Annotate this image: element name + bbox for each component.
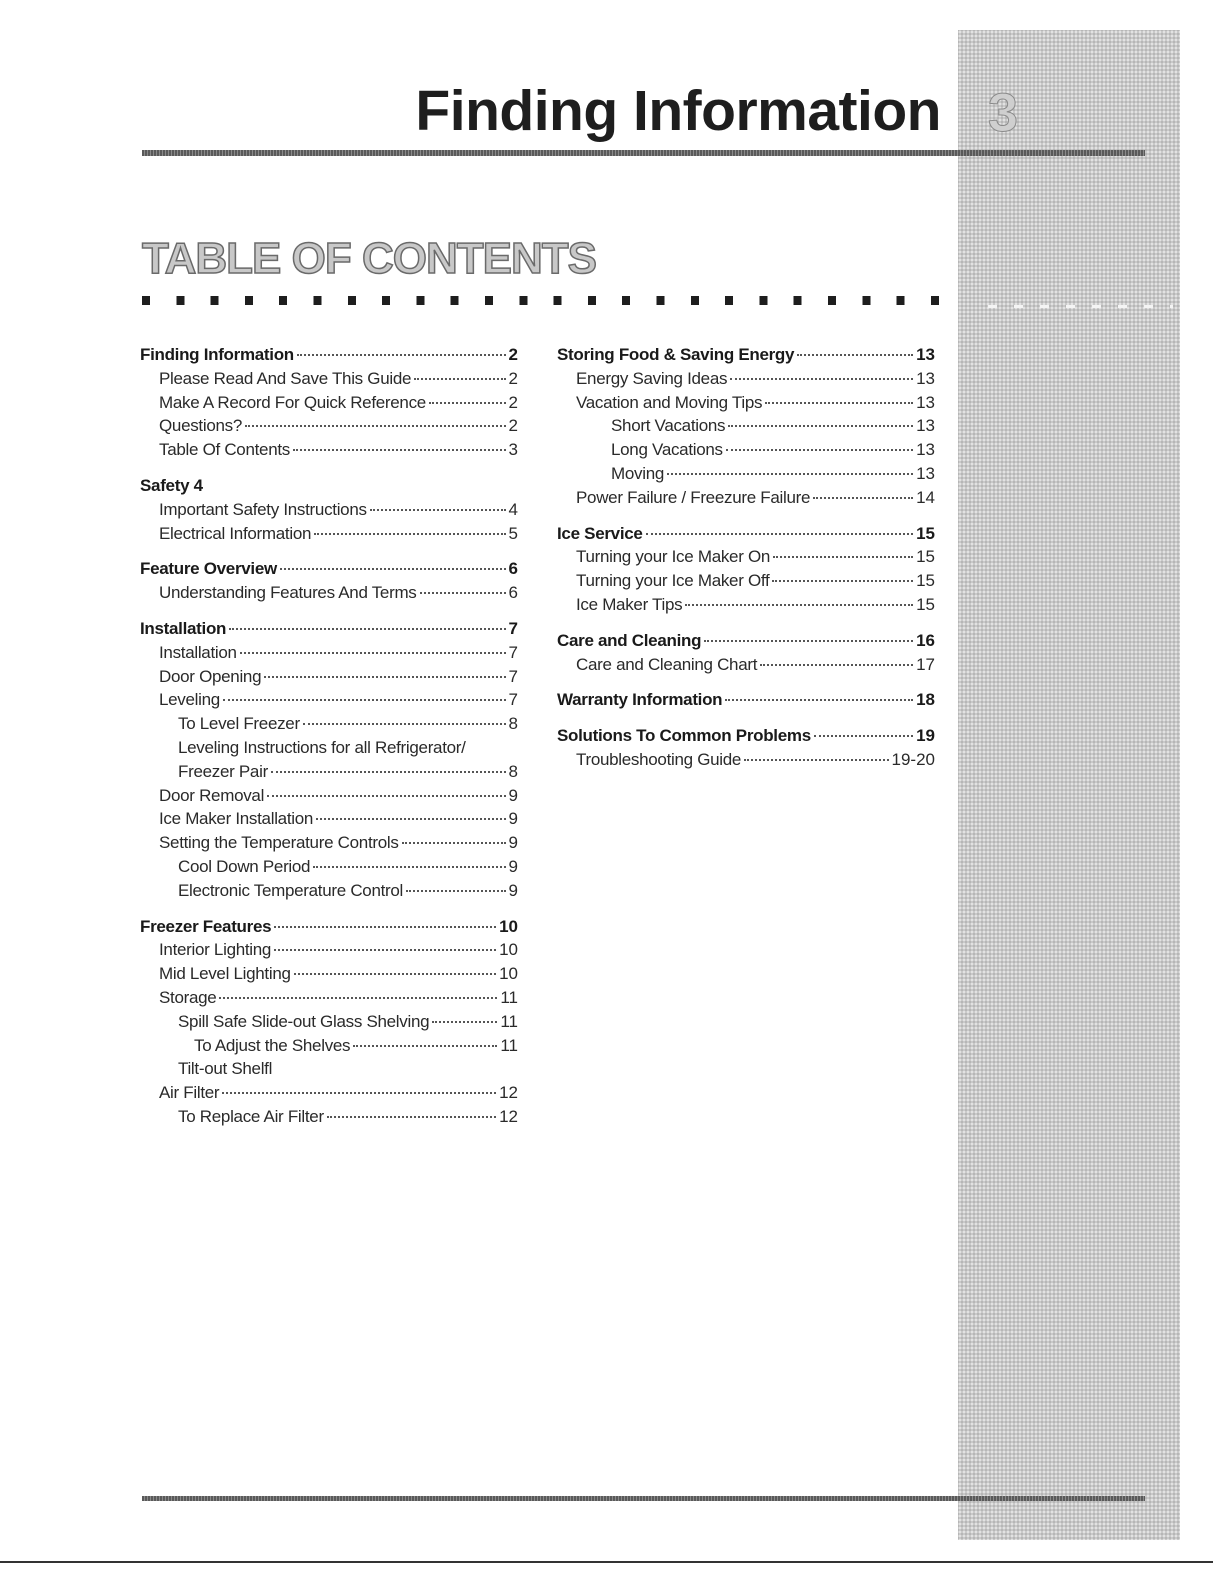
toc-section-heading-title: Solutions To Common Problems <box>557 726 811 746</box>
toc-entry-title: Questions? <box>159 416 242 436</box>
toc-section-heading[interactable] <box>557 522 935 546</box>
dot-leader <box>685 603 913 606</box>
chapter-side-tab <box>958 30 1180 1540</box>
toc-entry-title: Vacation and Moving Tips <box>576 392 763 412</box>
toc-section-heading[interactable] <box>557 629 935 653</box>
toc-entry[interactable] <box>557 653 935 677</box>
toc-entry-page: 8 <box>508 714 518 734</box>
toc-entry[interactable] <box>557 462 935 486</box>
toc-entry-page: 3 <box>508 440 518 460</box>
toc-entry[interactable] <box>140 391 518 415</box>
toc-entry-title: Table Of Contents <box>159 440 290 460</box>
dot-leader <box>229 627 505 630</box>
dot-leader <box>646 532 914 535</box>
toc-entry-page: 9 <box>508 880 518 900</box>
toc-entry[interactable] <box>140 688 518 712</box>
toc-section-heading[interactable] <box>140 474 518 498</box>
toc-entry-page: 19-20 <box>891 749 935 769</box>
toc-section-heading[interactable] <box>557 343 935 367</box>
toc-entry[interactable] <box>557 486 935 510</box>
toc-entry[interactable] <box>557 367 935 391</box>
toc-entry[interactable] <box>140 736 518 760</box>
dot-leader <box>813 496 913 499</box>
dot-leader <box>222 1091 496 1094</box>
toc-entry-page: 2 <box>508 416 518 436</box>
toc-entry-page: 14 <box>916 487 935 507</box>
toc-entry-title: Storage <box>159 987 217 1007</box>
toc-entry[interactable] <box>140 831 518 855</box>
dot-leader <box>402 841 506 844</box>
toc-entry[interactable] <box>557 748 935 772</box>
toc-entry-title: Door Removal <box>159 785 265 805</box>
dot-leader <box>772 579 913 582</box>
toc-left-column <box>140 343 518 1141</box>
toc-entry-page: 4 <box>508 499 518 519</box>
dot-leader <box>429 401 506 404</box>
toc-section <box>557 724 935 772</box>
toc-entry[interactable] <box>140 879 518 903</box>
toc-entry-title: Power Failure / Freezure Failure <box>576 487 811 507</box>
dot-leader <box>240 651 506 654</box>
toc-entry[interactable] <box>140 367 518 391</box>
toc-section-heading[interactable] <box>557 724 935 748</box>
dot-leader <box>765 401 913 404</box>
toc-entry-page: 13 <box>916 368 935 388</box>
toc-section-heading-title: Feature Overview <box>140 559 277 579</box>
toc-section-heading-page: 6 <box>508 559 518 579</box>
dot-leader <box>420 591 506 594</box>
toc-section-heading[interactable] <box>557 688 935 712</box>
toc-section-heading-page: 18 <box>916 690 935 710</box>
side-tab-dash-row <box>988 305 1173 308</box>
toc-section <box>557 343 935 510</box>
bullet-divider <box>142 296 958 305</box>
toc-right-column <box>557 343 935 784</box>
dot-leader <box>275 1069 515 1070</box>
toc-entry-title: Electrical Information <box>159 523 312 543</box>
dot-leader <box>667 472 913 475</box>
toc-section-heading[interactable] <box>140 617 518 641</box>
toc-entry-title: Door Opening <box>159 666 262 686</box>
dot-leader <box>313 865 505 868</box>
toc-section-heading-title: Freezer Features <box>140 916 272 936</box>
toc-entry[interactable] <box>140 712 518 736</box>
toc-section <box>557 629 935 677</box>
toc-section-heading-page: 10 <box>499 916 518 936</box>
dot-leader <box>223 698 506 701</box>
toc-entry[interactable] <box>140 1034 518 1058</box>
toc-section-heading-page: 13 <box>916 345 935 364</box>
toc-entry-title: Care and Cleaning Chart <box>576 654 758 674</box>
toc-entry[interactable] <box>140 1081 518 1105</box>
toc-entry[interactable] <box>140 438 518 462</box>
toc-entry-title: Freezer Pair <box>178 761 268 781</box>
toc-entry-page: 13 <box>916 416 935 436</box>
toc-entry-page: 9 <box>508 785 518 805</box>
toc-entry-title: Energy Saving Ideas <box>576 368 728 388</box>
toc-entry-title: To Adjust the Shelves <box>194 1035 351 1055</box>
toc-section <box>140 915 518 1129</box>
toc-entry-page: 15 <box>916 594 935 614</box>
dot-leader <box>303 722 506 725</box>
toc-entry[interactable] <box>140 760 518 784</box>
toc-entry-title: Tilt-out Shelfl <box>178 1059 273 1079</box>
toc-entry-page: 11 <box>500 1011 518 1031</box>
dot-leader <box>274 948 496 951</box>
toc-section-heading[interactable] <box>140 915 518 939</box>
dot-leader <box>219 996 497 999</box>
dot-leader <box>274 925 496 928</box>
toc-section <box>140 343 518 462</box>
toc-entry-title: Air Filter <box>159 1083 220 1103</box>
toc-entry-page: 5 <box>508 523 518 543</box>
dot-leader <box>245 424 506 427</box>
toc-entry[interactable] <box>140 784 518 808</box>
toc-entry-page: 2 <box>508 368 518 388</box>
toc-section-heading-title: Finding Information <box>140 345 294 364</box>
dot-leader <box>730 377 913 380</box>
toc-entry[interactable] <box>140 665 518 689</box>
toc-section-heading[interactable] <box>140 343 518 367</box>
dot-leader <box>370 508 506 511</box>
toc-entry-title: To Replace Air Filter <box>178 1106 324 1126</box>
toc-entry[interactable] <box>140 855 518 879</box>
toc-entry-page: 7 <box>508 666 518 686</box>
toc-entry-title: Turning your Ice Maker On <box>576 547 771 567</box>
toc-entry-title: Interior Lighting <box>159 940 272 960</box>
toc-entry[interactable] <box>140 807 518 831</box>
toc-entry[interactable] <box>557 438 935 462</box>
toc-entry[interactable] <box>140 641 518 665</box>
toc-entry-title: Turning your Ice Maker Off <box>576 571 770 591</box>
dot-leader <box>469 748 515 749</box>
toc-entry-page: 15 <box>916 547 935 567</box>
toc-entry-page: 6 <box>508 583 518 603</box>
toc-entry-title: Important Safety Instructions <box>159 499 367 519</box>
dot-leader <box>327 1115 496 1118</box>
toc-section-heading-page: 7 <box>508 618 518 638</box>
toc-entry[interactable] <box>140 1057 518 1081</box>
dot-leader <box>353 1044 497 1047</box>
toc-entry[interactable] <box>140 498 518 522</box>
dot-leader <box>728 424 913 427</box>
toc-entry-page: 11 <box>500 1035 518 1055</box>
toc-entry[interactable] <box>140 962 518 986</box>
dot-leader <box>316 817 506 820</box>
toc-entry-title: Make A Record For Quick Reference <box>159 392 426 412</box>
toc-entry-page: 13 <box>916 463 935 483</box>
toc-section <box>140 557 518 605</box>
toc-entry-title: Short Vacations <box>611 416 726 436</box>
dot-leader <box>414 377 505 380</box>
dot-leader <box>271 770 506 773</box>
toc-entry[interactable] <box>140 414 518 438</box>
toc-entry[interactable] <box>557 545 935 569</box>
toc-entry-title: Electronic Temperature Control <box>178 880 404 900</box>
dot-leader <box>744 758 888 761</box>
toc-entry-title: Please Read And Save This Guide <box>159 368 412 388</box>
toc-entry[interactable] <box>140 1010 518 1034</box>
toc-section-heading-page: 15 <box>916 523 935 543</box>
toc-section-heading-page: 2 <box>508 345 518 364</box>
toc-entry-title: Setting the Temperature Controls <box>159 833 399 853</box>
toc-entry-title: Ice Maker Tips <box>576 594 683 614</box>
dot-leader <box>726 448 913 451</box>
toc-entry-page: 9 <box>508 809 518 829</box>
dot-leader <box>725 698 913 701</box>
toc-entry-page: 10 <box>499 940 518 960</box>
page-title: Finding Information <box>415 79 941 143</box>
toc-entry-title: To Level Freezer <box>178 714 300 734</box>
toc-entry-title: Moving <box>611 463 665 483</box>
dot-leader <box>704 639 913 642</box>
toc-entry-title: Troubleshooting Guide <box>576 749 742 769</box>
dot-leader <box>814 734 913 737</box>
toc-entry-page: 7 <box>508 642 518 662</box>
toc-section-heading-title: Warranty Information <box>557 690 723 710</box>
toc-entry[interactable] <box>557 414 935 438</box>
toc-entry-page: 10 <box>499 964 518 984</box>
toc-entry-title: Long Vacations <box>611 440 723 460</box>
toc-entry-page: 7 <box>508 690 518 710</box>
footer-rule <box>142 1496 1145 1501</box>
toc-section-heading[interactable] <box>140 557 518 581</box>
dot-leader <box>432 1020 497 1023</box>
toc-entry-title: Ice Maker Installation <box>159 809 314 829</box>
chapter-number: 3 <box>987 83 1019 143</box>
toc-entry-page: 11 <box>500 987 518 1007</box>
toc-entry-title: Spill Safe Slide-out Glass Shelving <box>178 1011 430 1031</box>
toc-entry[interactable] <box>140 986 518 1010</box>
toc-section-heading-title: Safety 4 <box>140 475 203 495</box>
dot-leader <box>206 486 515 487</box>
dot-leader <box>760 663 913 666</box>
toc-section <box>557 688 935 712</box>
toc-entry-page: 13 <box>916 392 935 412</box>
toc-section-heading-page: 19 <box>916 726 935 746</box>
toc-entry-title: Mid Level Lighting <box>159 964 291 984</box>
toc-entry-page: 12 <box>499 1106 518 1126</box>
toc-entry-title: Understanding Features And Terms <box>159 583 417 603</box>
dot-leader <box>773 555 913 558</box>
toc-heading: TABLE OF CONTENTS <box>142 234 596 283</box>
dot-leader <box>293 448 506 451</box>
dot-leader <box>264 675 505 678</box>
toc-entry-title: Leveling <box>159 690 220 710</box>
toc-entry[interactable] <box>140 938 518 962</box>
dot-leader <box>314 532 505 535</box>
toc-section-heading-page: 16 <box>916 630 935 650</box>
toc-entry[interactable] <box>140 581 518 605</box>
toc-entry-page: 2 <box>508 392 518 412</box>
toc-entry-page: 12 <box>499 1083 518 1103</box>
toc-entry-title: Cool Down Period <box>178 856 311 876</box>
dot-leader <box>267 794 505 797</box>
toc-entry[interactable] <box>557 593 935 617</box>
toc-entry-title: Installation <box>159 642 237 662</box>
toc-entry[interactable] <box>557 569 935 593</box>
header-rule <box>142 150 1145 156</box>
dot-leader <box>294 972 496 975</box>
page-bottom-line <box>0 1561 1213 1563</box>
toc-entry-page: 8 <box>508 761 518 781</box>
toc-section-heading-title: Care and Cleaning <box>557 630 702 650</box>
toc-entry-page: 9 <box>508 833 518 853</box>
dot-leader <box>797 353 913 356</box>
toc-section <box>557 522 935 617</box>
toc-entry-title: Leveling Instructions for all Refrigerator/ <box>178 737 466 757</box>
toc-section <box>140 617 518 903</box>
dot-leader <box>297 353 506 356</box>
toc-entry[interactable] <box>140 522 518 546</box>
toc-section-heading-title: Ice Service <box>557 523 643 543</box>
toc-section-heading-title: Installation <box>140 618 227 638</box>
toc-section <box>140 474 518 545</box>
dot-leader <box>406 889 506 892</box>
toc-entry-page: 13 <box>916 440 935 460</box>
toc-section-heading-title: Storing Food & Saving Energy <box>557 345 795 364</box>
toc-entry-page: 9 <box>508 856 518 876</box>
toc-entry-page: 17 <box>916 654 935 674</box>
toc-entry-page: 15 <box>916 571 935 591</box>
toc-entry[interactable] <box>557 391 935 415</box>
toc-entry[interactable] <box>140 1105 518 1129</box>
dot-leader <box>280 567 506 570</box>
